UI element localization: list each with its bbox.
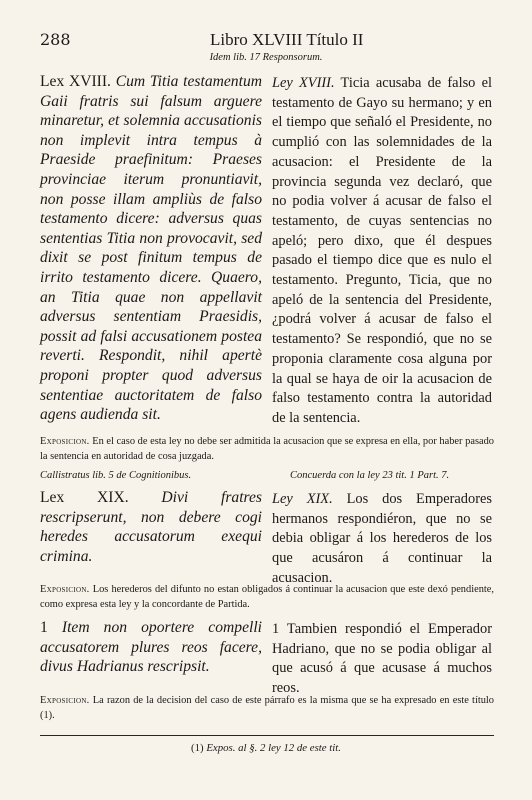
page-header [40, 30, 492, 50]
exposicion-2-label: Exposicion. [40, 584, 90, 595]
exposicion-1 [40, 435, 494, 464]
paragraph-1-spanish-text: Tambien respondió el Emperador Hadriano, que no se podia obligar al que acusó á que acusase á muchos reos. [272, 621, 492, 697]
lex-19-latin-lead: Lex XIX. [40, 489, 129, 506]
footnote-text: Expos. al §. 2 ley 12 de este tit. [206, 742, 341, 754]
lex-18-latin-text: Cum Titia testamentum Gaii fratris sui falsum arguere minaretur, et solemnia accusationis non implevit intra tempus à Praeside praefinitum: Praeses provinciae iterum pronuntiavit, non posse illam ampliùs de falso testamento dicere: adversus quas sententias Titia non provocavit, sed dixit se post finitum tempus de irrito testamento dicere. Quaero, an Titia quae non appellavit adversus sententiam Praesidis, possit ad falsi accusationem postea reverti. Respondit, nihil apertè proponi propter quod adversus sententiae auctoritatem de falso agens audienda sit. [40, 73, 262, 424]
callistratus-reference: Callistratus lib. 5 de Cognitionibus. [40, 470, 192, 481]
paragraph-1-latin-number: 1 [40, 619, 48, 636]
lex-19-spanish-text: Los dos Emperadores hermanos respondiéron, que no se debia obligar á los herederos de los que acusáron á continuar la acusacion. [272, 491, 492, 586]
paragraph-1-spanish-number: 1 [272, 621, 280, 637]
exposicion-2-text: Los herederos del difunto no estan obligados á continuar la acusacion que este dexó pendiente, como expresa esta ley y la concordante de Partida. [40, 584, 494, 610]
footnote-mark: (1) [191, 742, 204, 754]
lex-18-latin [40, 72, 262, 425]
exposicion-3 [40, 694, 494, 723]
exposicion-2 [40, 583, 494, 612]
exposicion-1-label: Exposicion. [40, 436, 90, 447]
footnote [0, 742, 532, 754]
exposicion-3-label: Exposicion. [40, 695, 90, 706]
lex-18-spanish-text: Ticia acusaba de falso el testamento de Gayo su hermano; y en el tiempo que señaló el Presidente, no cumplió con las solemnidades de la acusacion: el Presidente de la provincia segunda vez declaró, que no podia volver á acusar de falso el testamento, de cuyas sentencias no apeló; pero dixo, que él despues pasado el tiempo dice que es nulo el testamento. Pregunto, Ticia, que no apeló de la sentencia del Presidente, ¿podrá volver á acusar de falso el testamento? Se respondió, que no se proponia claramente cosa alguna por la qual se haya de oir la acusacion de falso testamento contra la autoridad de la sentencia. [272, 75, 492, 426]
paragraph-1-latin [40, 618, 262, 677]
lex-19-spanish [272, 490, 492, 589]
lex-19-latin [40, 488, 262, 566]
source-reference: Idem lib. 17 Responsorum. [209, 52, 323, 63]
lex-18-spanish [272, 74, 492, 429]
paragraph-1-spanish [272, 620, 492, 699]
concordance-reference: Concuerda con la ley 23 tit. 1 Part. 7. [290, 470, 450, 481]
footnote-divider [40, 735, 494, 736]
lex-18-spanish-lead: Ley XVIII. [272, 75, 335, 91]
exposicion-3-text: La razon de la decision del caso de este párrafo es la misma que se ha expresado en este título (1). [40, 695, 494, 721]
lex-19-spanish-lead: Ley XIX. [272, 491, 333, 507]
paragraph-1-latin-text: Item non oportere compelli accusatorem plures reos facere, divus Hadrianus rescripsit. [40, 619, 262, 676]
page-number: 288 [40, 30, 71, 49]
lex-19-latin-text: Divi fratres rescripserunt, non debere cogi heredes accusatorum exequi crimina. [40, 489, 263, 565]
lex-18-latin-lead: Lex XVIII. [40, 73, 111, 90]
running-title: Libro XLVIII Título II [210, 30, 364, 49]
exposicion-1-text: En el caso de esta ley no debe ser admitida la acusacion que se expresa en ella, por haber pasado la sentencia en autoridad de cosa juzgada. [40, 436, 494, 462]
